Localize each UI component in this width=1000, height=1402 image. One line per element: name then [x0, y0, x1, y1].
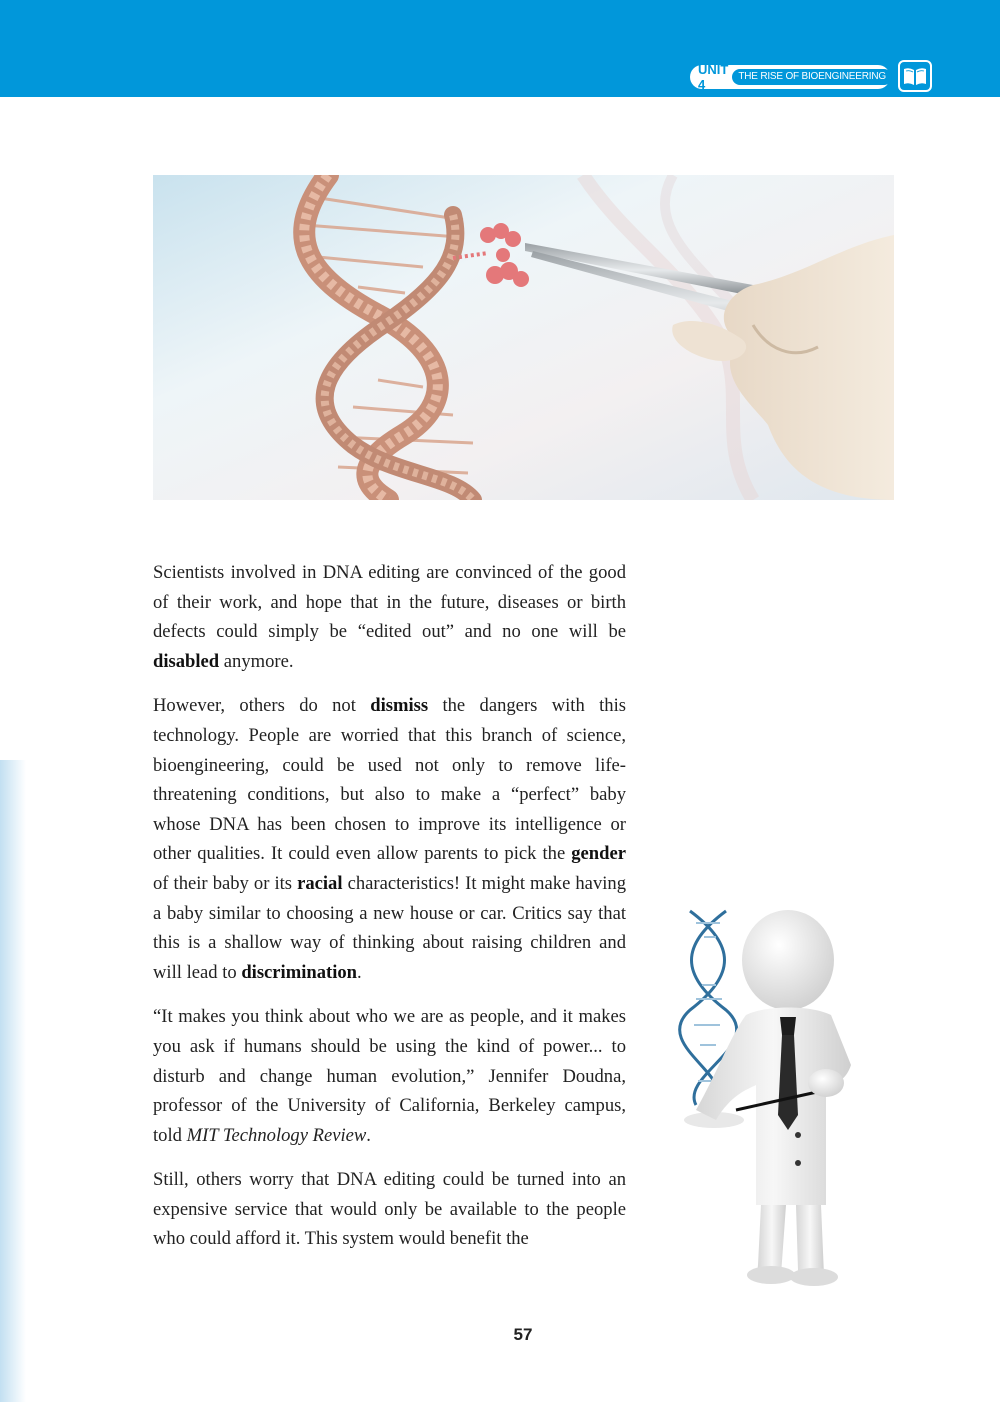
- keyword-racial: racial: [297, 872, 343, 894]
- publication-name: MIT Technology Review: [186, 1124, 367, 1146]
- text-run: Still, others worry that DNA editing could be turned into an expensive service that would only be available to the people who could afford it. This system would benefit the: [153, 1169, 626, 1250]
- keyword-discrimination: discrimination: [241, 961, 358, 983]
- text-run: .: [357, 961, 362, 983]
- unit-badge: [690, 62, 890, 92]
- edge-decoration: [0, 760, 26, 1402]
- scientist-illustration: [676, 905, 876, 1290]
- text-run: However, others do not: [153, 695, 371, 717]
- text-run: characteristics! It might make having a baby similar to choosing a new house or car. Critics say that this is a shallow way of thinking about raising children and will lead to: [153, 872, 626, 983]
- open-book-icon: [898, 60, 932, 92]
- article-paragraph-4: [153, 1165, 626, 1254]
- article-body: [153, 558, 626, 1269]
- article-paragraph-1: [153, 558, 626, 676]
- keyword-dismiss: dismiss: [370, 695, 429, 717]
- page-number: 57: [513, 1325, 533, 1344]
- unit-title: THE RISE OF BIOENGINEERING: [732, 69, 892, 85]
- keyword-gender: gender: [571, 843, 626, 865]
- article-paragraph-2: [153, 691, 626, 987]
- text-run: the dangers with this technology. People are worried that this branch of science, bioengineering, could be used not only to remove life-threatening conditions, but also to make a “perfect” baby whose DNA has been chosen to improve its intelligence or other qualities. It could even allow parents to pick the: [153, 695, 626, 865]
- text-run: anymore.: [219, 650, 294, 672]
- unit-label: UNIT 4: [698, 62, 729, 92]
- keyword-disabled: disabled: [153, 650, 220, 672]
- text-run: “It makes you think about who we are as people, and it makes you ask if humans should be using the kind of power... to disturb and change human evolution,” Jennifer Doudna, professor of the University of California, Berkeley campus, told: [153, 1006, 626, 1146]
- text-run: of their baby or its: [153, 872, 298, 894]
- dna-editing-photo: [153, 175, 894, 500]
- text-run: .: [366, 1124, 371, 1146]
- text-run: Scientists involved in DNA editing are convinced of the good of their work, and hope that in the future, diseases or birth defects could simply be “edited out” and no one will be: [153, 562, 626, 643]
- article-paragraph-3: [153, 1002, 626, 1150]
